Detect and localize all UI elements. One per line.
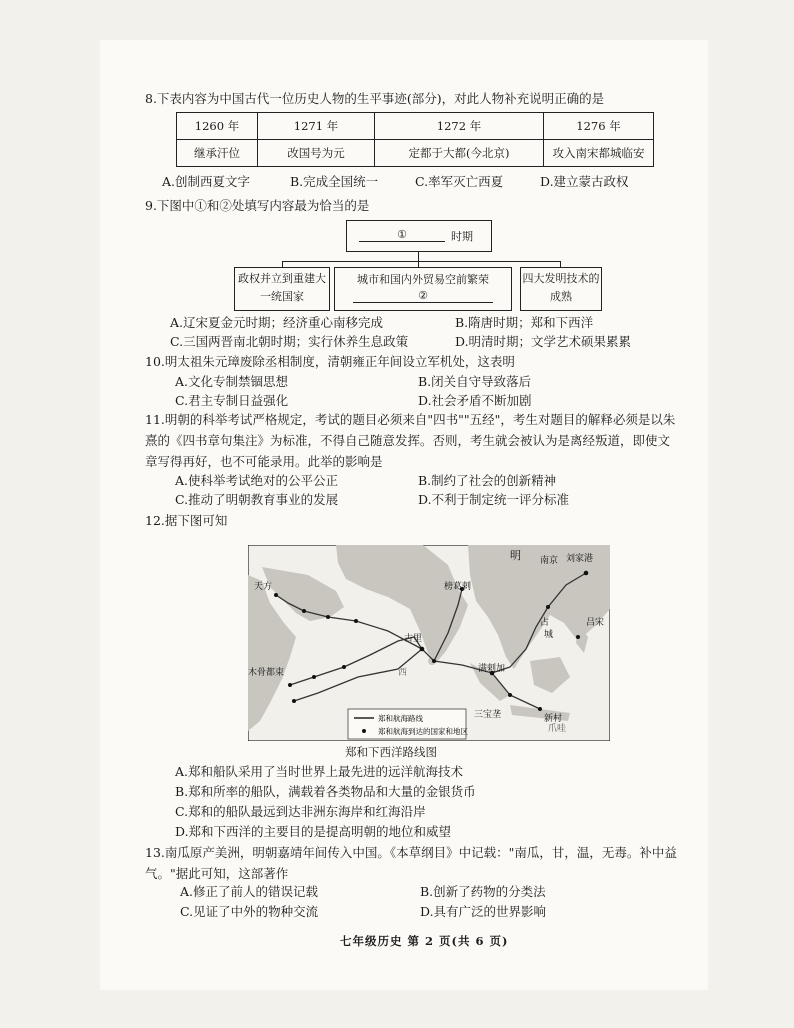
question-8-option-d[interactable]: D.建立蒙古政权 <box>540 174 629 189</box>
question-9-option-c[interactable]: C.三国两晋南北朝时期；实行休养生息政策 <box>170 334 409 349</box>
question-12-option-d[interactable]: D.郑和下西洋的主要目的是提高明朝的地位和威望 <box>175 824 452 839</box>
question-11-option-c[interactable]: C.推动了明朝教育事业的发展 <box>175 492 339 507</box>
label-xiyang: 西 <box>398 668 408 678</box>
question-8-stem: 8.下表内容为中国古代一位历史人物的生平事迹(部分)，对此人物补充说明正确的是 <box>145 91 605 106</box>
connector-line <box>282 261 560 262</box>
diagram-top-box <box>346 220 492 252</box>
table-cell-year: 1271 年 <box>258 113 375 140</box>
question-11-option-a[interactable]: A.使科举考试绝对的公平公正 <box>175 473 339 488</box>
label-tianfang: 天方 <box>254 582 273 592</box>
label-mugudushu: 木骨都束 <box>248 668 285 678</box>
map-legend <box>348 709 468 739</box>
table-cell-event: 攻入南宋都城临安 <box>544 140 654 167</box>
label-bangala: 榜葛剌 <box>444 582 472 592</box>
label-nanjing: 南京 <box>540 556 559 566</box>
question-11-stem: 11.明朝的科举考试严格规定，考试的题目必须来自"四书""五经"，考生对题目的解释必须是以朱熹的《四书章句集注》为标准，不得自己随意发挥。否则，考生就会被认为是离经叛道，即使文章写得再好，也不可能录用。此举的影响是 <box>145 412 676 469</box>
label-manlajia: 满剌加 <box>478 664 506 674</box>
diagram-right-box: 四大发明技术的成熟 <box>520 267 602 311</box>
question-9-stem: 9.下图中①和②处填写内容最为恰当的是 <box>145 198 370 213</box>
question-9-option-d[interactable]: D.明清时期；文学艺术硕果累累 <box>455 334 632 349</box>
label-ming: 明 <box>510 549 521 562</box>
zhenghe-voyage-map <box>248 545 610 741</box>
question-13-stem: 13.南瓜原产美洲，明朝嘉靖年间传入中国。《本草纲目》中记载："南瓜，甘，温，无毒。补中益气。"据此可知，这部著作 <box>145 845 677 881</box>
table-cell-event: 定都于大都(今北京) <box>375 140 544 167</box>
question-12-option-b[interactable]: B.郑和所率的船队，满载着各类物品和大量的金银货币 <box>175 784 476 799</box>
diagram-left-box: 政权并立到重建大一统国家 <box>234 267 330 311</box>
label-liujiagang: 刘家港 <box>566 554 594 564</box>
question-13-option-c[interactable]: C.见证了中外的物种交流 <box>180 904 319 919</box>
question-9-option-a[interactable]: A.辽宋夏金元时期；经济重心南移完成 <box>170 315 384 330</box>
legend-place-text: 郑和航海到达的国家和地区 <box>378 727 468 736</box>
label-guli: 古里 <box>404 634 423 644</box>
question-8-option-c[interactable]: C.率军灭亡西夏 <box>415 174 504 189</box>
question-13-option-d[interactable]: D.具有广泛的世界影响 <box>420 904 547 919</box>
label-zhaowa: 爪哇 <box>548 724 567 734</box>
question-8-option-a[interactable]: A.创制西夏文字 <box>162 174 251 189</box>
question-13-option-a[interactable]: A.修正了前人的错误记载 <box>180 884 319 899</box>
question-10-option-c[interactable]: C.君主专制日益强化 <box>175 393 289 408</box>
blank-2: ② <box>353 289 493 303</box>
connector-line <box>418 251 419 261</box>
label-cheng: 城 <box>544 630 554 640</box>
label-lusong: 吕宋 <box>586 618 605 628</box>
question-10-option-a[interactable]: A.文化专制禁锢思想 <box>175 374 289 389</box>
table-cell-event: 改国号为元 <box>258 140 375 167</box>
question-10-option-b[interactable]: B.闭关自守导致落后 <box>418 374 532 389</box>
label-xincun: 新村 <box>544 714 563 724</box>
question-11-option-d[interactable]: D.不利于制定统一评分标准 <box>418 492 570 507</box>
diagram-middle-text: 城市和国内外贸易空前繁荣 <box>357 273 489 286</box>
table-cell-year: 1260 年 <box>177 113 258 140</box>
table-cell-event: 继承汗位 <box>177 140 258 167</box>
question-13-option-b[interactable]: B.创新了药物的分类法 <box>420 884 546 899</box>
diagram-middle-box <box>334 267 512 311</box>
legend-place-dot <box>362 729 366 733</box>
label-sanbaolong: 三宝垄 <box>474 710 502 720</box>
question-11-option-b[interactable]: B.制约了社会的创新精神 <box>418 473 557 488</box>
question-12-option-a[interactable]: A.郑和船队采用了当时世界上最先进的远洋航海技术 <box>175 764 464 779</box>
table-cell-year: 1272 年 <box>375 113 544 140</box>
diagram-top-suffix: 时期 <box>451 230 473 243</box>
question-8-table <box>176 112 654 167</box>
question-9-option-b[interactable]: B.隋唐时期；郑和下西洋 <box>455 315 594 330</box>
table-cell-year: 1276 年 <box>544 113 654 140</box>
question-10-stem: 10.明太祖朱元璋废除丞相制度，清朝雍正年间设立军机处，这表明 <box>145 354 515 369</box>
question-8-option-b[interactable]: B.完成全国统一 <box>290 174 379 189</box>
question-12-stem: 12.据下图可知 <box>145 513 228 528</box>
blank-1: ① <box>359 228 445 242</box>
question-12-option-c[interactable]: C.郑和的船队最远到达非洲东海岸和红海沿岸 <box>175 804 426 819</box>
legend-route-text: 郑和航海路线 <box>378 714 423 723</box>
page-footer: 七年级历史 第 2 页(共 6 页) <box>340 934 509 948</box>
label-zhan: 占 <box>540 618 550 628</box>
question-10-option-d[interactable]: D.社会矛盾不断加剧 <box>418 393 532 408</box>
map-caption: 郑和下西洋路线图 <box>345 745 437 759</box>
